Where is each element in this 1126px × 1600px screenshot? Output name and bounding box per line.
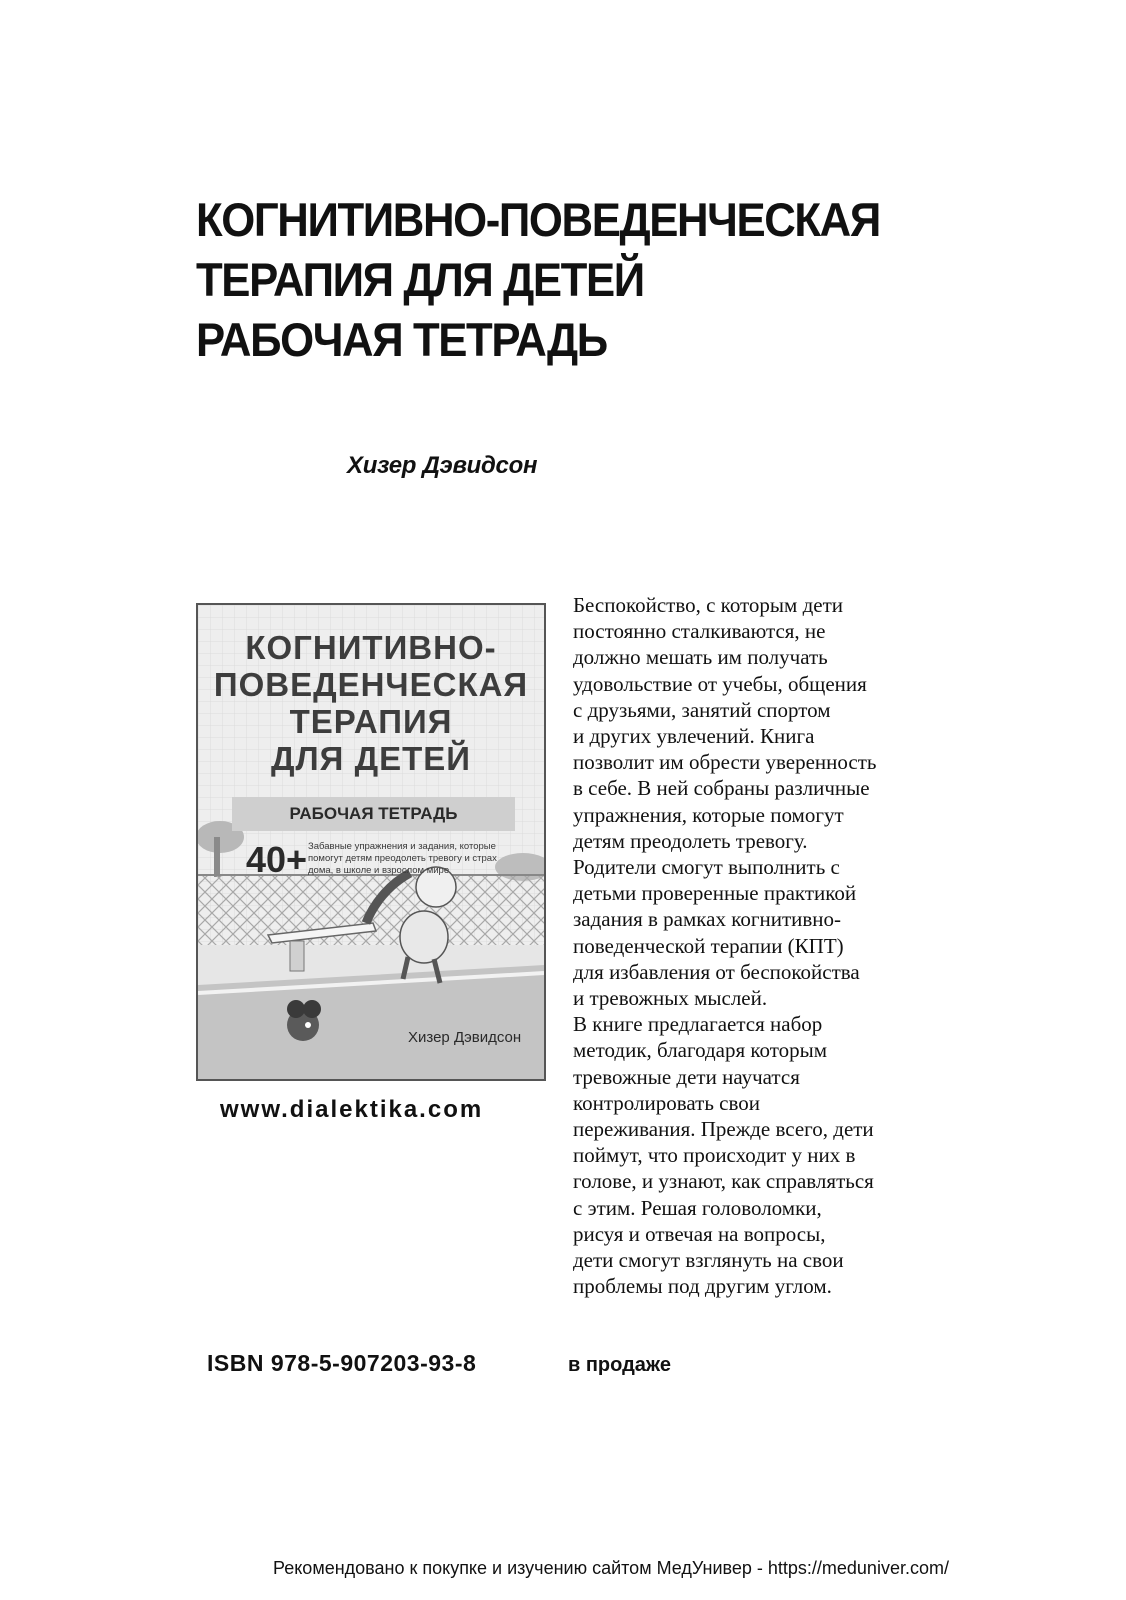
cover-title-line: ДЛЯ ДЕТЕЙ [271,740,471,777]
title-line: КОГНИТИВНО-ПОВЕДЕНЧЕСКАЯ [196,193,880,246]
description-line: поведенческой терапии (КПТ) [573,933,844,958]
description-line: задания в рамках когнитивно- [573,907,842,932]
title-line: РАБОЧАЯ ТЕТРАДЬ [196,313,607,366]
description-line: дети смогут взглянуть на свои [573,1248,844,1273]
description-line: Беспокойство, с которым дети [573,593,844,617]
description-line: с этим. Решая головоломки, [573,1195,822,1220]
description-line: в себе. В ней собраны различные [573,776,870,801]
description-line: для избавления от беспокойства [573,959,860,984]
author-name: Хизер Дэвидсон [347,452,538,479]
book-cover-image [196,603,546,1081]
description-line: рисуя и отвечая на вопросы, [573,1221,826,1246]
availability-label: в продаже [568,1354,671,1376]
description-line: В книге предлагается набор [573,1012,823,1037]
description-line: позволит им обрести уверенность [573,750,877,775]
cover-title-line: КОГНИТИВНО- [245,629,497,666]
description-line: детьми проверенные практикой [573,881,857,906]
book-title [196,190,940,370]
description-line: постоянно сталкиваются, не [573,619,826,644]
footer-note: Рекомендовано к покупке и изучению сайтом МедУнивер - https://meduniver.com/ [273,1558,949,1578]
book-description [573,592,933,1299]
description-line: с друзьями, занятий спортом [573,697,831,722]
description-line: проблемы под другим углом. [573,1274,832,1299]
description-line: контролировать свои [573,1090,761,1115]
description-line: упражнения, которые помогут [573,802,844,827]
description-line: тревожные дети научатся [573,1064,800,1089]
cover-subtitle: РАБОЧАЯ ТЕТРАДЬ [232,797,515,831]
description-line: Родители смогут выполнить с [573,855,840,880]
cover-author: Хизер Дэвидсон [408,1029,522,1046]
cover-title-line: ПОВЕДЕНЧЕСКАЯ [213,666,529,703]
description-line: и других увлечений. Книга [573,724,815,749]
website-link[interactable]: www.dialektika.com [220,1096,484,1123]
description-line: детям преодолеть тревогу. [573,828,808,853]
description-line: методик, благодаря которым [573,1038,828,1063]
description-line: и тревожных мыслей. [573,986,768,1011]
description-line: удовольствие от учебы, общения [573,671,867,696]
cover-blurb: Забавные упражнения и задания, которые помогут детям преодолеть тревогу и страх дома, в школе и взрослом мире [308,841,497,876]
cover-count: 40+ [246,839,308,880]
cover-title [198,629,544,777]
cover-title-line: ТЕРАПИЯ [289,703,453,740]
description-line: переживания. Прежде всего, дети [573,1117,874,1142]
description-line: голове, и узнают, как справляться [573,1169,874,1194]
isbn-number: ISBN 978-5-907203-93-8 [207,1350,477,1376]
description-line: поймут, что происходит у них в [573,1143,856,1168]
title-line: ТЕРАПИЯ ДЛЯ ДЕТЕЙ [196,253,644,306]
description-line: должно мешать им получать [573,645,828,670]
